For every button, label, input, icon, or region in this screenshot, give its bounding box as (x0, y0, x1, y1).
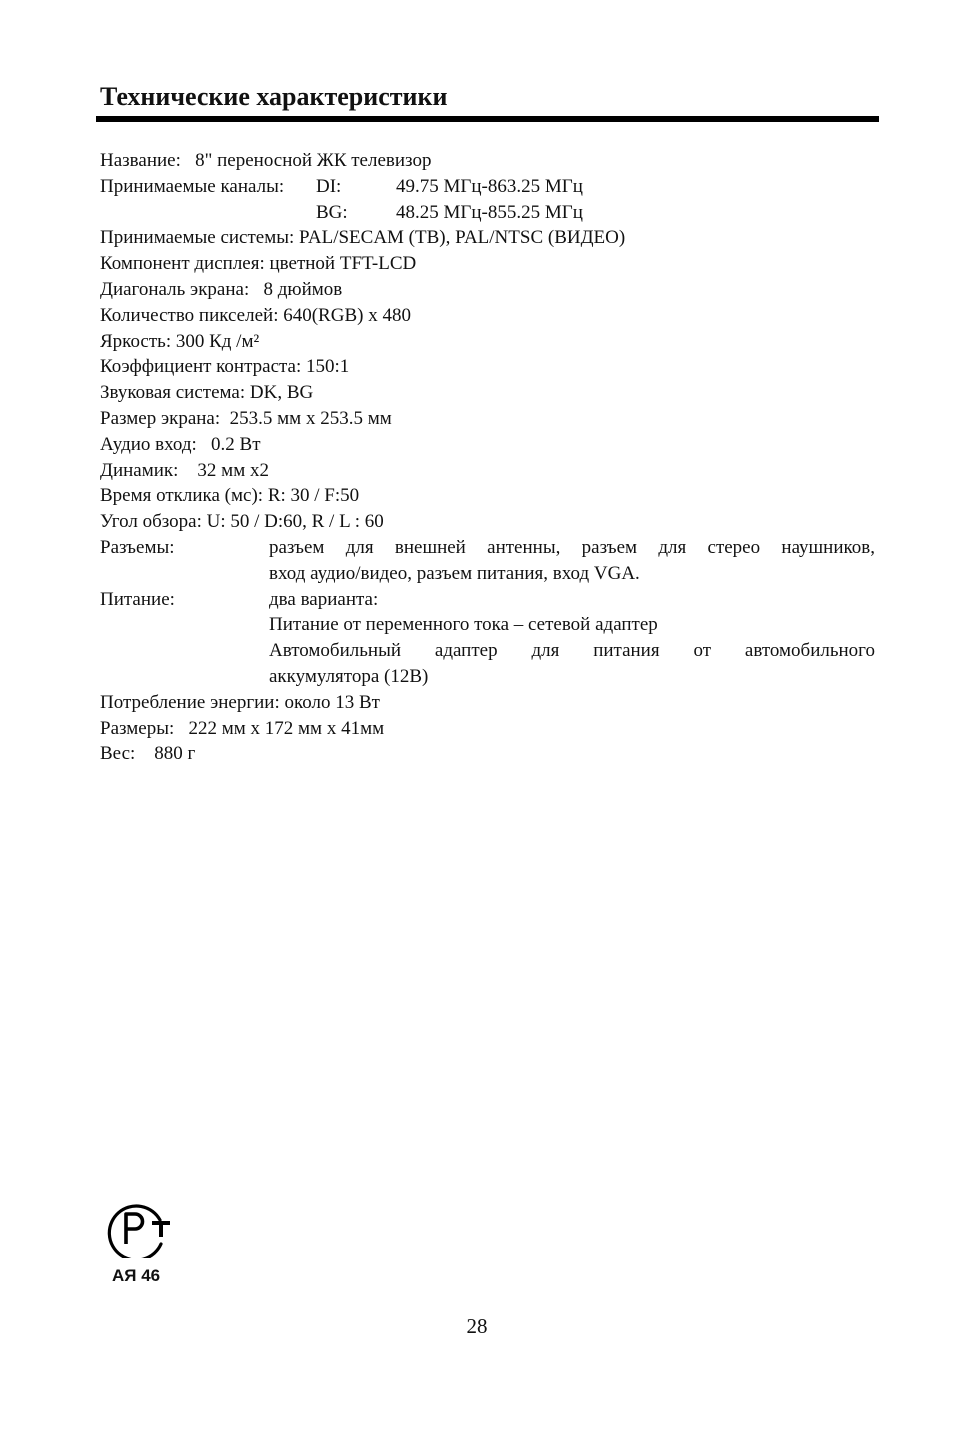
power-label: Питание: (100, 588, 175, 610)
power-description (269, 587, 875, 690)
power-line: два варианта: (269, 588, 379, 610)
channel-range: 48.25 МГц-855.25 МГц (396, 201, 583, 223)
page-title: Технические характеристики (100, 82, 448, 111)
connectors-line: разъем для внешней антенны, разъем для стерео наушников, (269, 536, 875, 558)
spec-line-name: Название: 8" переносной ЖК телевизор (100, 150, 432, 171)
channel-standard: BG: (316, 201, 348, 223)
spec-line: Компонент дисплея: цветной TFT-LCD (100, 253, 417, 275)
spec-line: Диагональ экрана: 8 дюймов (100, 278, 343, 300)
spec-body (100, 148, 875, 767)
spec-line: Количество пикселей: 640(RGB) x 480 (100, 304, 411, 326)
connectors-line: вход аудио/видео, разъем питания, вход VGA. (269, 562, 640, 584)
certification-code: АЯ 46 (112, 1266, 161, 1285)
connectors-description (269, 535, 875, 587)
spec-line: Звуковая система: DK, BG (100, 382, 314, 404)
connectors-label: Разъемы: (100, 536, 175, 558)
spec-line: Размеры: 222 мм x 172 мм x 41мм (100, 717, 385, 739)
spec-line: Принимаемые системы: PAL/SECAM (ТВ), PAL/NTSC (ВИДЕО) (100, 227, 626, 249)
page-number: 28 (466, 1314, 488, 1338)
power-line: Автомобильный адаптер для питания от автомобильного (269, 640, 875, 662)
spec-connectors (100, 535, 875, 587)
spec-line: Динамик: 32 мм x2 (100, 459, 269, 481)
power-line: аккумулятора (12В) (269, 665, 429, 687)
channel-standard: DI: (316, 175, 342, 197)
channel-range: 49.75 МГц-863.25 МГц (396, 175, 583, 197)
power-line: Питание от переменного тока – сетевой адаптер (269, 614, 658, 636)
channels-label: Принимаемые каналы: (100, 175, 285, 197)
spec-line: Вес: 880 г (100, 743, 196, 765)
spec-line: Потребление энергии: около 13 Вт (100, 691, 380, 713)
spec-line: Время отклика (мс): R: 30 / F:50 (100, 485, 360, 507)
spec-line: Угол обзора: U: 50 / D:60, R / L : 60 (100, 511, 384, 533)
certification-mark-icon (104, 1200, 172, 1258)
spec-channels-bg (100, 200, 875, 226)
title-rule (96, 116, 879, 122)
spec-line: Коэффициент контраста: 150:1 (100, 356, 350, 378)
spec-line: Аудио вход: 0.2 Вт (100, 433, 261, 455)
spec-line: Яркость: 300 Кд /м² (100, 330, 260, 352)
spec-power (100, 587, 875, 690)
spec-channels-di (100, 174, 875, 200)
spec-line: Размер экрана: 253.5 мм x 253.5 мм (100, 407, 392, 429)
